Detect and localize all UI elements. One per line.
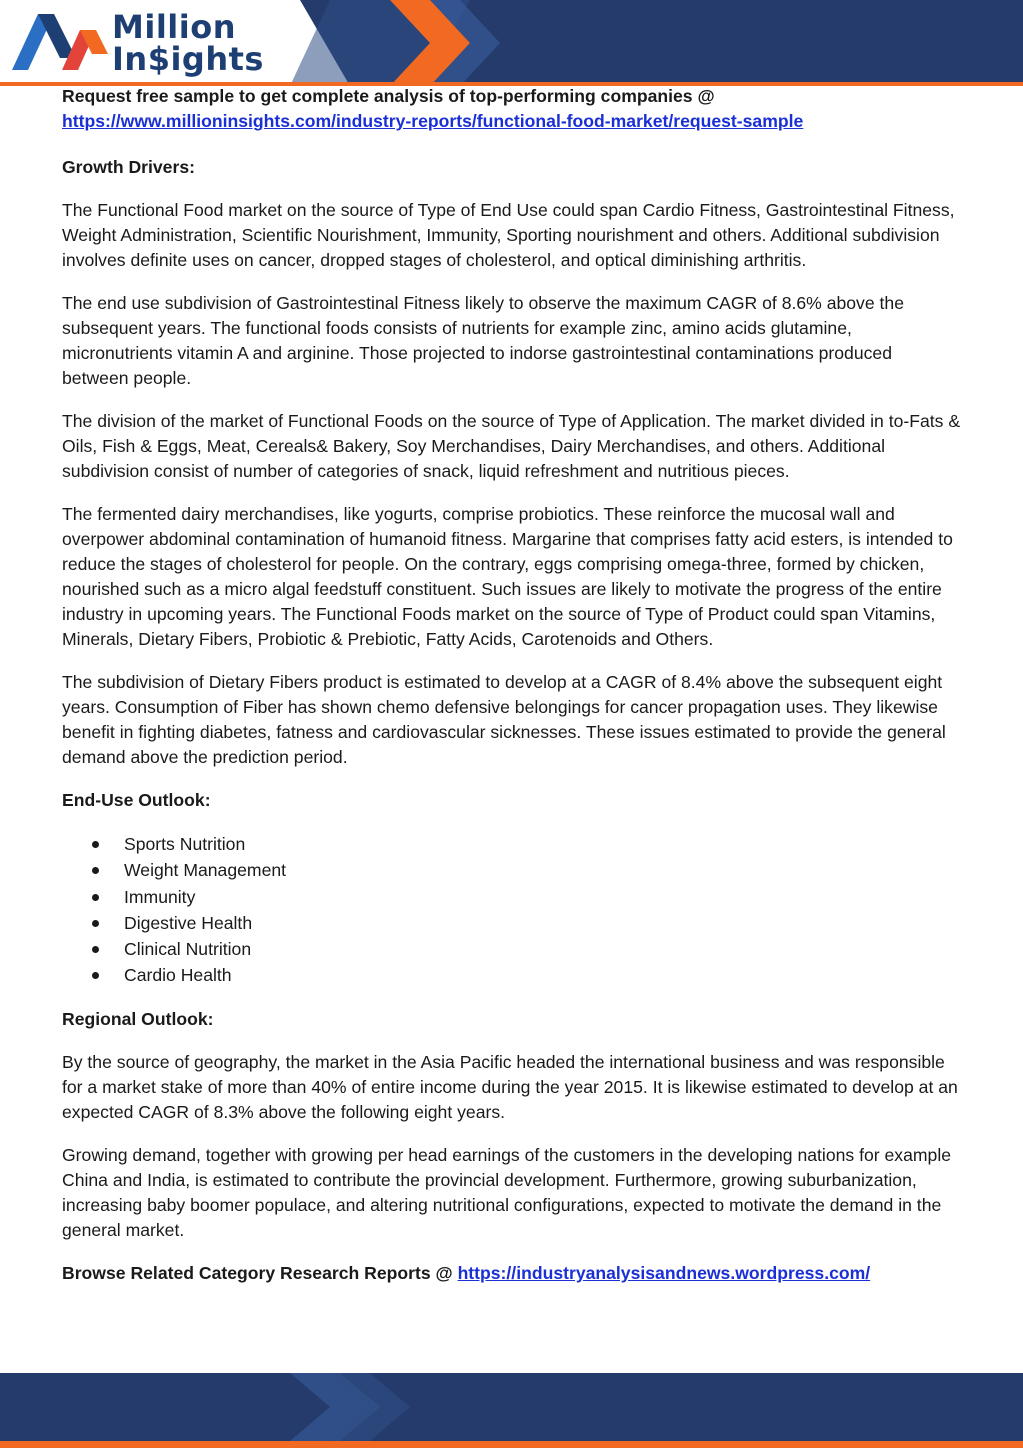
growth-drivers-heading: Growth Drivers: — [62, 157, 195, 177]
logo-word-line2: In$ights — [112, 40, 264, 78]
list-item — [86, 910, 962, 936]
logo-mark-icon — [12, 6, 108, 76]
browse-text: Browse Related Category Research Reports @ — [62, 1262, 453, 1283]
bullet-icon — [92, 841, 99, 848]
growth-paragraph-4: The fermented dairy merchandises, like yogurts, comprise probiotics. These reinforce the mucosal wall and overpower abdominal contamination of humanoid fitness. Margarine that comprises fatty acid esters, is intended to reduce the stages of cholesterol for people. On the contrary, eggs comprising omega-three, formed by chicken, nourished such as a micro algal feedstuff constituent. Such issues are likely to motivate the progress of the entire industry in upcoming years. The Functional Foods market on the source of Type of Product could span Vitamins, Minerals, Dietary Fibers, Probiotic & Prebiotic, Fatty Acids, Carotenoids and Others. — [62, 504, 953, 649]
end-use-list — [86, 831, 962, 989]
list-item — [86, 936, 962, 962]
sample-request-text: Request free sample to get complete analysis of top-performing companies @ — [62, 86, 715, 106]
bullet-icon — [92, 920, 99, 927]
browse-link[interactable]: https://industryanalysisandnews.wordpress.com/ — [457, 1262, 871, 1283]
list-item — [86, 831, 962, 857]
regional-heading: Regional Outlook: — [62, 1008, 214, 1029]
brand-logo — [12, 6, 264, 78]
list-item-label: Digestive Health — [124, 912, 253, 933]
footer-graphic — [0, 1373, 1023, 1448]
browse-block — [62, 1261, 962, 1286]
footer-banner — [0, 1373, 1023, 1448]
bullet-icon — [92, 867, 99, 874]
list-item-label: Weight Management — [124, 860, 287, 881]
list-item-label: Sports Nutrition — [124, 834, 246, 854]
sample-request-link[interactable]: https://www.millioninsights.com/industry-reports/functional-food-market/request-sample — [62, 111, 804, 131]
main-content — [62, 84, 962, 1286]
end-use-heading: End-Use Outlook: — [62, 790, 211, 810]
growth-paragraph-2: The end use subdivision of Gastrointestinal Fitness likely to observe the maximum CAGR of 8.6% above the subsequent years. The functional foods consists of nutrients for example zinc, amino acids glutamine, micronutrients vitamin A and arginine. Those projected to indorse gastrointestinal contaminations produced between people. — [62, 293, 904, 388]
header-banner — [0, 0, 1023, 86]
list-item — [86, 857, 962, 883]
growth-paragraph-5: The subdivision of Dietary Fibers product is estimated to develop at a CAGR of 8.4% above the subsequent eight years. Consumption of Fiber has shown chemo defensive belongings for cancer propagation uses. They likewise benefit in fighting diabetes, fatness and cardiovascular sicknesses. These issues estimated to provide the general demand above the prediction period. — [62, 672, 946, 767]
list-item-label: Cardio Health — [124, 965, 232, 986]
regional-paragraph-1: By the source of geography, the market in the Asia Pacific headed the international business and was responsible for a market stake of more than 40% of entire income during the year 2015. It is likewise estimated to develop at an expected CAGR of 8.3% above the following eight years. — [62, 1051, 958, 1122]
sample-request-block — [62, 84, 962, 134]
bullet-icon — [92, 972, 99, 979]
growth-paragraph-1: The Functional Food market on the source of Type of End Use could span Cardio Fitness, Gastrointestinal Fitness, Weight Administration, Scientific Nourishment, Immunity, Sporting nourishment and others. Additional subdivision involves definite uses on cancer, dropped stages of cholesterol, and optical diminishing arthritis. — [62, 200, 955, 270]
growth-paragraph-3: The division of the market of Functional Foods on the source of Type of Application. The market divided in to-Fats & Oils, Fish & Eggs, Meat, Cereals& Bakery, Soy Merchandises, Dairy Merchandises, and others. Additional subdivision consist of number of categories of snack, liquid refreshment and nutritious pieces. — [62, 411, 961, 481]
list-item-label: Immunity — [124, 886, 196, 907]
list-item — [86, 962, 962, 988]
regional-paragraph-2: Growing demand, together with growing per head earnings of the customers in the developing nations for example China and India, is estimated to contribute the provincial development. Furthermore, growing suburbanization, increasing baby boomer populace, and altering nutritional configurations, expected to motivate the demand in the general market. — [62, 1144, 952, 1240]
list-item-label: Clinical Nutrition — [124, 939, 252, 960]
list-item — [86, 884, 962, 910]
bullet-icon — [92, 894, 99, 901]
logo-word-line1: Million — [112, 8, 236, 46]
bullet-icon — [92, 946, 99, 953]
